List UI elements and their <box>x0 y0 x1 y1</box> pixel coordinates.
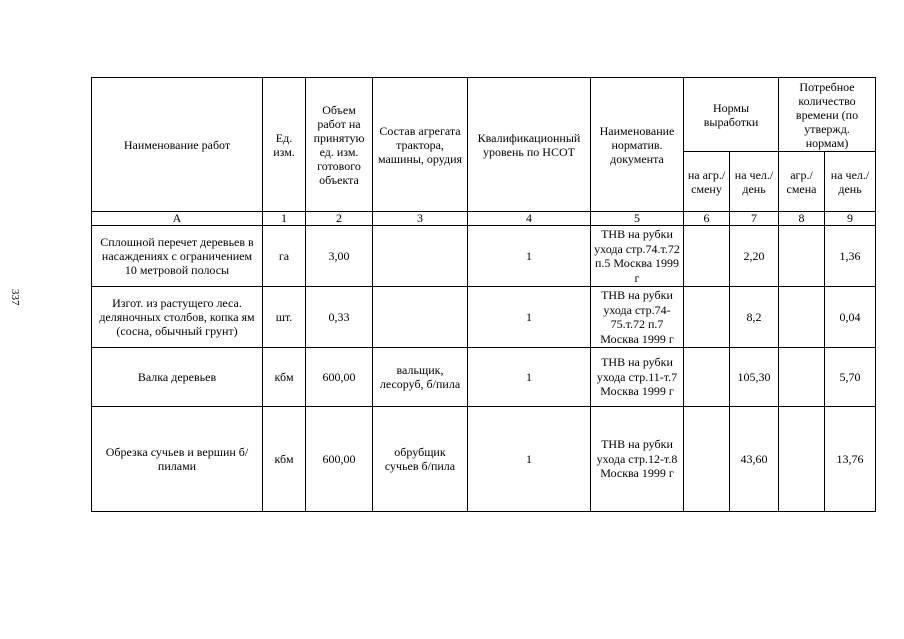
cell-unit: шт. <box>263 287 306 348</box>
column-index: А <box>92 212 263 226</box>
header-unit: Ед. изм. <box>263 78 306 212</box>
works-table <box>91 77 876 512</box>
header-norms-per-person: на чел./ день <box>730 152 779 212</box>
cell-volume: 3,00 <box>306 226 373 287</box>
table-row <box>92 348 876 407</box>
cell-work-name: Валка деревьев <box>92 348 263 407</box>
cell-unit: кбм <box>263 348 306 407</box>
cell-work-name: Сплошной перечет деревьев в насаждениях с ограничением 10 метровой полосы <box>92 226 263 287</box>
cell-work-name: Обрезка сучьев и вершин б/пилами <box>92 407 263 512</box>
cell-unit: кбм <box>263 407 306 512</box>
header-volume: Объем работ на принятую ед. изм. готового объекта <box>306 78 373 212</box>
cell-norm-agr <box>684 226 730 287</box>
column-index: 2 <box>306 212 373 226</box>
cell-document: ТНВ на рубки ухода стр.11-т.7 Москва 1999 г <box>591 348 684 407</box>
header-required-group: Потребное количество времени (по утвержд. нормам) <box>779 78 876 152</box>
column-index: 6 <box>684 212 730 226</box>
header-norms-group: Нормы выработки <box>684 78 779 152</box>
cell-req-agr <box>779 226 825 287</box>
cell-norm-person: 105,30 <box>730 348 779 407</box>
cell-document: ТНВ на рубки ухода стр.74.т.72 п.5 Москва 1999 г <box>591 226 684 287</box>
cell-qualification: 1 <box>468 407 591 512</box>
column-index: 3 <box>373 212 468 226</box>
page-number: 337 <box>9 289 21 306</box>
table-row <box>92 226 876 287</box>
cell-composition <box>373 287 468 348</box>
column-index: 7 <box>730 212 779 226</box>
cell-req-agr <box>779 407 825 512</box>
cell-volume: 600,00 <box>306 348 373 407</box>
cell-composition: обрубщик сучьев б/пила <box>373 407 468 512</box>
cell-composition <box>373 226 468 287</box>
header-composition: Состав агрегата трактора, машины, орудия <box>373 78 468 212</box>
cell-req-person: 5,70 <box>825 348 876 407</box>
header-name: Наименование работ <box>92 78 263 212</box>
cell-req-agr <box>779 287 825 348</box>
cell-norm-agr <box>684 407 730 512</box>
header-row-top <box>92 78 876 152</box>
cell-norm-person: 43,60 <box>730 407 779 512</box>
cell-volume: 0,33 <box>306 287 373 348</box>
cell-volume: 600,00 <box>306 407 373 512</box>
column-index: 5 <box>591 212 684 226</box>
column-index: 4 <box>468 212 591 226</box>
cell-qualification: 1 <box>468 348 591 407</box>
cell-req-person: 13,76 <box>825 407 876 512</box>
column-index: 8 <box>779 212 825 226</box>
cell-norm-person: 8,2 <box>730 287 779 348</box>
cell-qualification: 1 <box>468 287 591 348</box>
cell-qualification: 1 <box>468 226 591 287</box>
header-req-per-agr: агр./ смена <box>779 152 825 212</box>
column-index: 1 <box>263 212 306 226</box>
cell-norm-agr <box>684 348 730 407</box>
header-qualification: Квалификационный уровень по НСОТ <box>468 78 591 212</box>
column-index: 9 <box>825 212 876 226</box>
table-row <box>92 287 876 348</box>
header-norms-per-agr: на агр./ смену <box>684 152 730 212</box>
cell-document: ТНВ на рубки ухода стр.74-75.т.72 п.7 Москва 1999 г <box>591 287 684 348</box>
cell-norm-person: 2,20 <box>730 226 779 287</box>
cell-document: ТНВ на рубки ухода стр.12-т.8 Москва 1999 г <box>591 407 684 512</box>
cell-unit: га <box>263 226 306 287</box>
cell-req-person: 1,36 <box>825 226 876 287</box>
header-document: Наименование норматив. документа <box>591 78 684 212</box>
cell-req-agr <box>779 348 825 407</box>
cell-composition: вальщик, лесоруб, б/пила <box>373 348 468 407</box>
column-index-row <box>92 212 876 226</box>
table-row <box>92 407 876 512</box>
header-req-per-person: на чел./ день <box>825 152 876 212</box>
cell-norm-agr <box>684 287 730 348</box>
cell-req-person: 0,04 <box>825 287 876 348</box>
cell-work-name: Изгот. из растущего леса. деляночных столбов, копка ям (сосна, обычный грунт) <box>92 287 263 348</box>
